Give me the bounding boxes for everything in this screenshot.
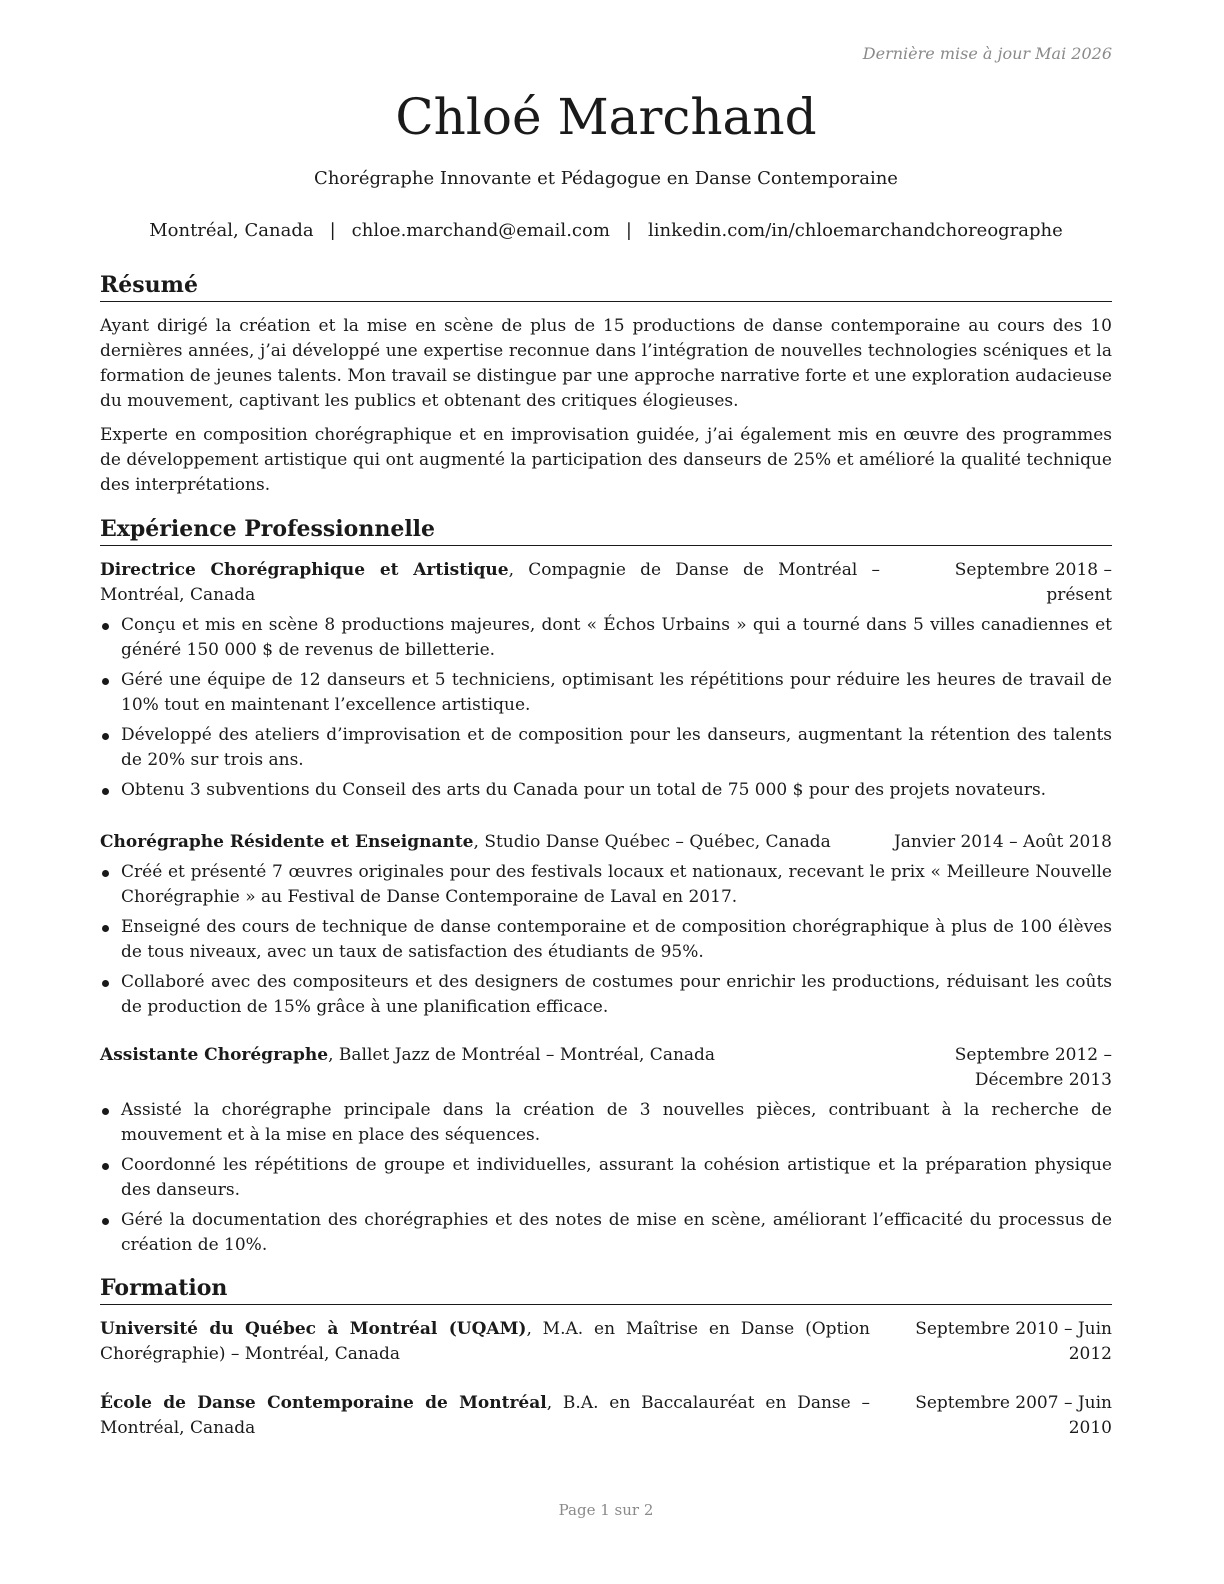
job-details: , Ballet Jazz de Montréal – Montréal, Canada [328,1045,716,1065]
job-role: Directrice Chorégraphique et Artistique [100,560,509,580]
school-name: Université du Québec à Montréal (UQAM) [100,1319,527,1339]
location: Montréal, Canada [149,220,314,241]
list-item: Géré une équipe de 12 danseurs et 5 techniciens, optimisant les répétitions pour réduire les heures de travail de 10% tout en maintenant l’excellence artistique. [100,668,1112,718]
job-header [100,1043,1112,1093]
education-dates: Septembre 2007 – Juin 2010 [915,1393,1112,1438]
list-item: Assisté la chorégraphe principale dans la création de 3 nouvelles pièces, contribuant à la recherche de mouvement et à la mise en place des séquences. [100,1098,1112,1148]
list-item: Coordonné les répétitions de groupe et individuelles, assurant la cohésion artistique et la préparation physique des danseurs. [100,1153,1112,1203]
job-details: , Studio Danse Québec – Québec, Canada [473,832,831,852]
section-title-summary: Résumé [100,270,1112,302]
job-header [100,558,1112,608]
list-item: Géré la documentation des chorégraphies et des notes de mise en scène, améliorant l’efficacité du processus de création de 10%. [100,1208,1112,1258]
job-details: , Compagnie de Danse de Montréal – Montréal, Canada [100,560,880,605]
contact-line [100,219,1112,243]
list-item: Enseigné des cours de technique de danse contemporaine et de composition chorégraphique à plus de 100 élèves de tous niveaux, avec un taux de satisfaction des étudiants de 95%. [100,915,1112,965]
job-dates: Septembre 2018 – présent [954,560,1112,605]
degree-details: , M.A. en Maîtrise en Danse (Option Chorégraphie) – Montréal, Canada [100,1319,870,1364]
job-role: Chorégraphe Résidente et Enseignante [100,832,474,852]
page-number: Page 1 sur 2 [558,1501,654,1519]
job-dates: Janvier 2014 – Août 2018 [893,832,1112,852]
education-entry [100,1317,1112,1367]
email-link[interactable]: chloe.marchand@email.com [351,220,610,241]
section-title-experience: Expérience Professionnelle [100,514,1112,546]
job-bullets [100,860,1112,1025]
degree-details: , B.A. en Baccalauréat en Danse – Montréal, Canada [100,1393,870,1438]
job-role: Assistante Chorégraphe [100,1045,329,1065]
school-name: École de Danse Contemporaine de Montréal [100,1393,547,1413]
tagline: Chorégraphe Innovante et Pédagogue en Danse Contemporaine [314,168,898,189]
list-item: Développé des ateliers d’improvisation et de composition pour les danseurs, augmentant la rétention des talents de 20% sur trois ans. [100,723,1112,773]
list-item: Obtenu 3 subventions du Conseil des arts du Canada pour un total de 75 000 $ pour des projets novateurs. [100,778,1112,803]
separator: | [625,220,632,241]
job-header [100,830,1112,855]
summary-paragraph: Experte en composition chorégraphique et en improvisation guidée, j’ai également mis en œuvre des programmes de développement artistique qui ont augmenté la participation des danseurs de 25% et amélioré la qualité technique des interprétations. [100,425,1112,495]
list-item: Conçu et mis en scène 8 productions majeures, dont « Échos Urbains » qui a tourné dans 5 villes canadiennes et généré 150 000 $ de revenus de billetterie. [100,613,1112,663]
job-bullets [100,1098,1112,1263]
job-dates: Septembre 2012 – Décembre 2013 [954,1045,1112,1090]
summary-paragraph: Ayant dirigé la création et la mise en scène de plus de 15 productions de danse contemporaine au cours des 10 dernières années, j’ai développé une expertise reconnue dans l’intégration de nouvelles technologies scéniques et la formation de jeunes talents. Mon travail se distingue par une approche narrative forte et une exploration audacieuse du mouvement, captivant les publics et obtenant des critiques élogieuses. [100,316,1112,411]
section-title-education: Formation [100,1273,1112,1305]
education-entry [100,1391,1112,1441]
separator: | [329,220,336,241]
linkedin-link[interactable]: linkedin.com/in/chloemarchandchoreographe [647,220,1063,241]
job-bullets [100,613,1112,808]
list-item: Collaboré avec des compositeurs et des designers de costumes pour enrichir les productions, réduisant les coûts de production de 15% grâce à une planification efficace. [100,970,1112,1020]
education-dates: Septembre 2010 – Juin 2012 [915,1319,1112,1364]
last-updated: Dernière mise à jour Mai 2026 [862,44,1112,63]
list-item: Créé et présenté 7 œuvres originales pour des festivals locaux et nationaux, recevant le prix « Meilleure Nouvelle Chorégraphie » au Festival de Danse Contemporaine de Laval en 2017. [100,860,1112,910]
candidate-name: Chloé Marchand [395,88,817,146]
